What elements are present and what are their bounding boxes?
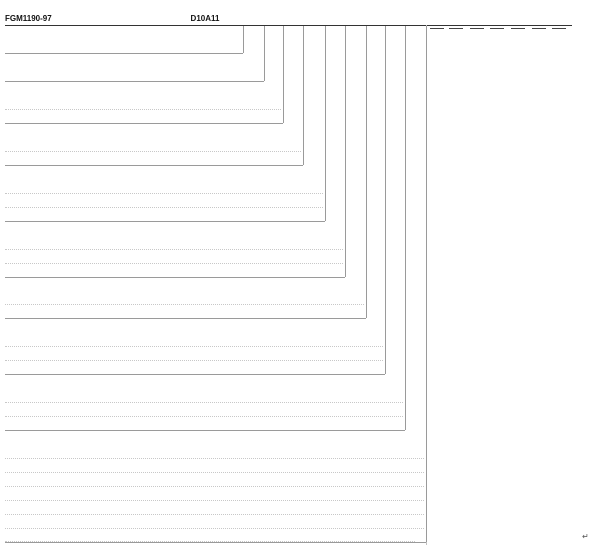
column-separator [264,26,265,81]
row-divider [5,151,301,152]
header-position-tick [490,28,504,29]
row-divider [5,109,281,110]
row-divider [5,346,383,347]
section-divider [5,123,283,124]
row-divider [5,360,383,361]
section-divider [5,430,405,431]
header-underline [5,25,572,26]
row-divider [5,458,424,459]
section-divider [5,542,426,543]
header-position-tick [532,28,546,29]
table-bottom-line [5,541,415,542]
column-separator [243,26,244,53]
column-separator [345,26,346,277]
column-separator [366,26,367,318]
header-position-tick [430,28,444,29]
header-position-tick [449,28,463,29]
section-divider [5,277,345,278]
row-divider [5,416,403,417]
row-divider [5,207,323,208]
row-divider [5,193,323,194]
base-code: D10A11 [190,14,220,23]
row-divider [5,304,364,305]
row-divider [5,528,424,529]
model-number: FGM1190-97 [5,14,52,23]
paragraph-mark-icon: ↵ [582,532,589,541]
section-divider [5,318,366,319]
column-separator [385,26,386,374]
row-divider [5,263,343,264]
row-divider [5,514,424,515]
row-divider [5,472,424,473]
header-position-tick [511,28,525,29]
section-divider [5,53,243,54]
section-divider [5,221,325,222]
column-separator [283,26,284,123]
row-divider [5,402,403,403]
row-divider [5,249,343,250]
header-position-tick [470,28,484,29]
column-separator [325,26,326,221]
section-divider [5,374,385,375]
section-divider [5,81,264,82]
column-separator [426,26,427,542]
section-divider [5,165,303,166]
header-position-tick [552,28,566,29]
column-separator [303,26,304,165]
column-separator [405,26,406,430]
row-divider [5,500,424,501]
row-divider [5,486,424,487]
